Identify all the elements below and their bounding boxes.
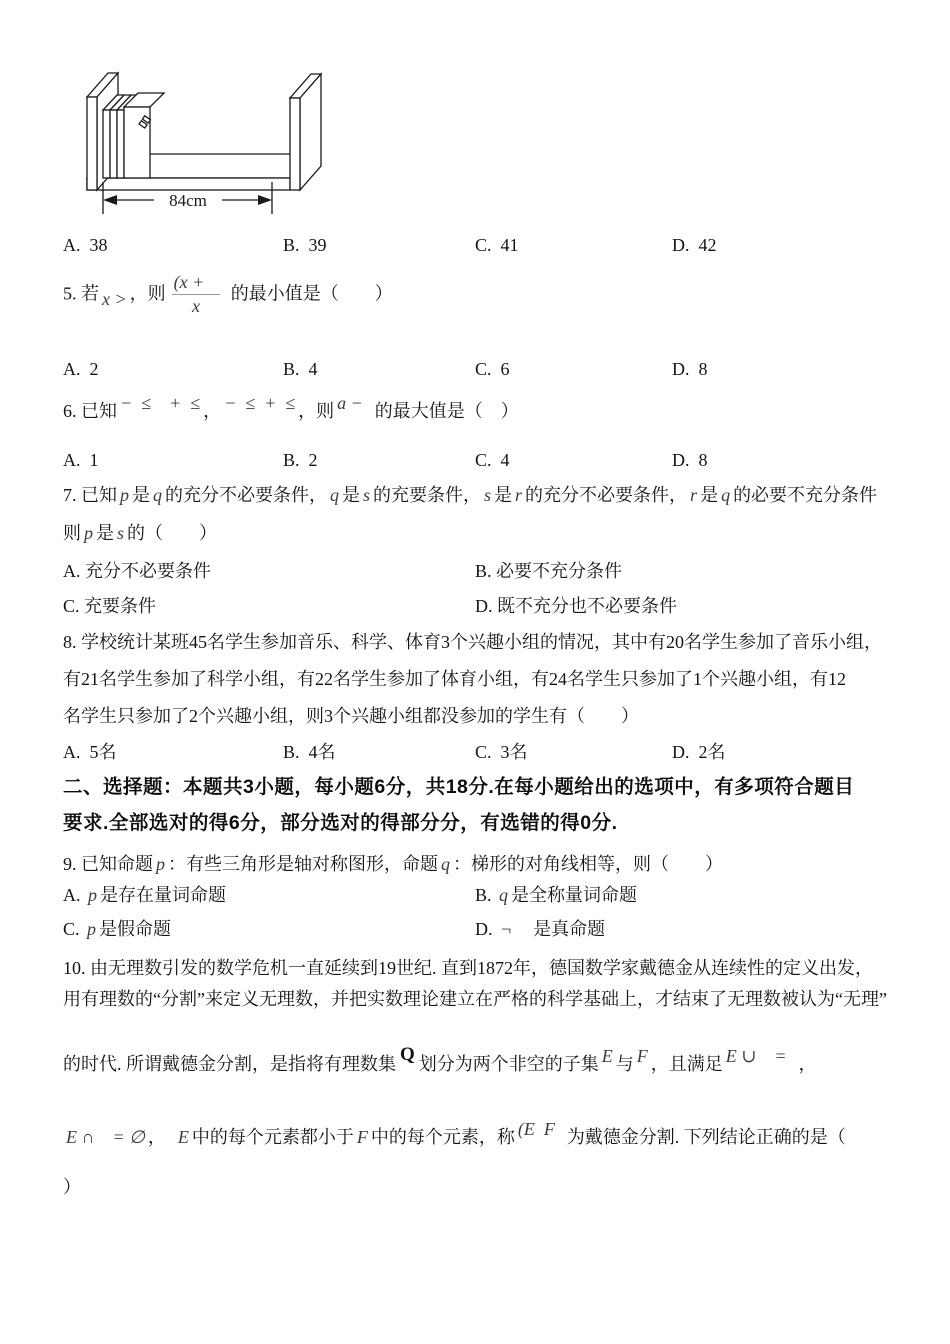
option-c: C. 4	[475, 450, 510, 470]
text-segment: C.	[63, 919, 85, 939]
text-segment: 划分为两个非空的子集	[418, 1054, 599, 1074]
question-4-options	[63, 233, 717, 257]
question-8-options	[63, 740, 726, 764]
question-7-options-ab	[63, 559, 622, 583]
option-d: D. 8	[672, 450, 708, 470]
text-segment: 的充要条件，	[373, 485, 482, 505]
text-segment: r	[515, 485, 523, 505]
option-b: B. 4名	[283, 742, 336, 762]
text-segment: 是	[700, 485, 719, 505]
right-bookend-front	[290, 98, 300, 190]
text-segment: F	[356, 1127, 368, 1147]
option-a: A. 38	[63, 235, 108, 255]
text-segment: 是	[96, 523, 114, 543]
fraction: $\frac{(x +}{x}$	[172, 272, 221, 316]
text-segment: − ≤ + ≤	[224, 392, 296, 413]
option-a	[63, 883, 475, 907]
question-10-stem-line-3	[63, 1043, 817, 1077]
option-c: C. 41	[475, 235, 519, 255]
option-d: D. 8	[672, 359, 708, 379]
text-segment: ：梯形的对角线相等，则（ ）	[453, 854, 723, 874]
question-10-stem-line-1: 10. 由无理数引发的数学危机一直延续到19世纪. 直到1872年，德国数学家戴德金从连续性的定义出发，	[63, 958, 873, 978]
text-segment: 与	[615, 1054, 634, 1074]
option-a: A. 1	[63, 450, 99, 470]
text-segment: 是	[342, 485, 360, 505]
option-a: A. 5名	[63, 742, 117, 762]
option-b	[475, 883, 637, 907]
text-segment: 是全称量词命题	[511, 885, 638, 905]
question-6-stem	[63, 392, 519, 423]
option-b: B. 4	[283, 359, 318, 379]
question-8-stem-line-1: 8. 学校统计某班45名学生参加音乐、科学、体育3个兴趣小组的情况，其中有20名学生参加了音乐小组，	[63, 632, 882, 652]
left-bookend-front	[87, 97, 97, 190]
text-segment: q	[330, 485, 339, 505]
question-9-stem	[63, 852, 723, 876]
text-segment: q	[153, 485, 162, 505]
question-10-stem-line-2: 用有理数的“分割”来定义无理数，并把实数理论建立在严格的科学基础上，才结束了无理数被认为“无理”	[63, 989, 887, 1009]
option-a: A. 2	[63, 359, 99, 379]
section-2-header-line-1: 二、选择题：本题共3小题，每小题6分，共18分.在每小题给出的选项中，有多项符合题目	[63, 776, 855, 798]
question-9-options-cd	[63, 917, 605, 941]
text-segment: 9. 已知命题	[63, 854, 153, 874]
text-segment: 6. 已知	[63, 401, 117, 421]
bookshelf-drawing	[78, 62, 323, 222]
text-segment: − ≤ + ≤	[120, 392, 201, 413]
text-segment: 为戴德金分割. 下列结论正确的是（	[557, 1127, 846, 1147]
option-d: D. 42	[672, 235, 717, 255]
question-10-stem-line-5: ）	[63, 1177, 81, 1197]
text-segment: ¬	[500, 919, 513, 939]
question-7-options-cd	[63, 594, 677, 618]
text-segment: p	[120, 485, 129, 505]
text-segment: 是真命题	[515, 919, 606, 939]
section-2-header-line-2: 要求.全部选对的得6分，部分选对的得部分分，有选错的得0分.	[63, 812, 618, 834]
text-segment: 5. 若	[63, 283, 99, 304]
text-segment: B.	[475, 885, 497, 905]
option-c: C. 3名	[475, 742, 528, 762]
text-segment: ，	[203, 401, 222, 421]
text-segment: s	[363, 485, 371, 505]
text-segment: 则	[63, 523, 81, 543]
bookshelf-figure	[78, 62, 323, 227]
option-c: C. 充要条件	[63, 596, 157, 616]
question-5-options	[63, 357, 708, 381]
text-segment: 的必要不充分条件	[733, 485, 878, 505]
option-c: C. 6	[475, 359, 510, 379]
text-segment: E	[601, 1045, 613, 1066]
text-segment: 是	[494, 485, 513, 505]
text-segment: ，则	[129, 283, 166, 304]
text-segment: 的时代. 所谓戴德金分割，是指将有理数集	[63, 1054, 396, 1074]
text-segment: 是存在量词命题	[100, 885, 226, 905]
text-segment: E	[177, 1127, 189, 1147]
option-d: D. 2名	[672, 742, 726, 762]
text-segment: 的充分不必要条件，	[525, 485, 688, 505]
text-segment: 是假命题	[99, 919, 172, 939]
text-segment: r	[690, 485, 698, 505]
text-segment: s	[484, 485, 492, 505]
text-segment: E ∩ = ∅	[66, 1127, 145, 1147]
question-7-stem-line-1	[63, 483, 877, 507]
arrowhead-left	[103, 195, 117, 205]
text-segment: F	[636, 1045, 648, 1066]
option-b: B. 39	[283, 235, 327, 255]
question-8-stem-line-2: 有21名学生参加了科学小组，有22名学生参加了体育小组，有24名学生只参加了1个兴趣小组，有12	[63, 669, 846, 689]
text-segment: 的最小值是（ ）	[226, 283, 393, 304]
text-segment: D.	[475, 919, 497, 939]
question-9-options-ab	[63, 883, 637, 907]
question-6-options	[63, 448, 708, 472]
book-spine	[110, 110, 117, 178]
question-8-stem-line-3: 名学生只参加了2个兴趣小组，则3个兴趣小组都没参加的学生有（ ）	[63, 706, 639, 726]
text-segment: ，则	[298, 401, 335, 421]
text-segment: ：有些三角形是轴对称图形，命题	[168, 854, 438, 874]
shelf-base-front	[87, 178, 290, 190]
text-segment: ，且满足	[650, 1054, 723, 1074]
text-segment: q	[499, 885, 509, 905]
text-segment: A.	[63, 885, 85, 905]
arrowhead-right	[258, 195, 272, 205]
text-segment: p	[156, 854, 165, 874]
text-segment: (E F	[517, 1118, 555, 1139]
book-spine	[117, 110, 124, 178]
option-a: A. 充分不必要条件	[63, 561, 211, 581]
text-segment: q	[721, 485, 731, 505]
text-segment: s	[117, 523, 125, 543]
text-segment: p	[84, 523, 93, 543]
question-7-stem-line-2	[63, 521, 217, 545]
text-segment: p	[88, 885, 97, 905]
text-segment: 是	[132, 485, 150, 505]
text-segment: p	[87, 919, 97, 939]
text-segment: ，	[789, 1054, 817, 1074]
option-d	[475, 917, 605, 941]
text-segment: 7. 已知	[63, 485, 117, 505]
text-segment: ，	[147, 1127, 175, 1147]
text-segment: x >	[102, 288, 127, 309]
option-c	[63, 917, 475, 941]
text-segment: a −	[337, 392, 363, 413]
question-5-stem	[63, 272, 393, 316]
text-segment: 中的每个元素都小于	[191, 1127, 354, 1147]
option-b: B. 2	[283, 450, 318, 470]
question-10-stem-line-4	[63, 1118, 846, 1149]
text-segment: Q	[400, 1043, 415, 1065]
text-segment: 的（ ）	[127, 523, 218, 543]
text-segment: 中的每个元素，称	[370, 1127, 515, 1147]
text-segment: 的最大值是（ ）	[365, 401, 519, 421]
text-segment: E ∪ =	[725, 1045, 787, 1066]
dimension-label: 84cm	[169, 191, 207, 210]
option-b: B. 必要不充分条件	[475, 561, 623, 581]
text-segment: q	[441, 854, 450, 874]
book-spine	[103, 110, 110, 178]
text-segment: 的充分不必要条件，	[165, 485, 327, 505]
option-d: D. 既不充分也不必要条件	[475, 596, 677, 616]
